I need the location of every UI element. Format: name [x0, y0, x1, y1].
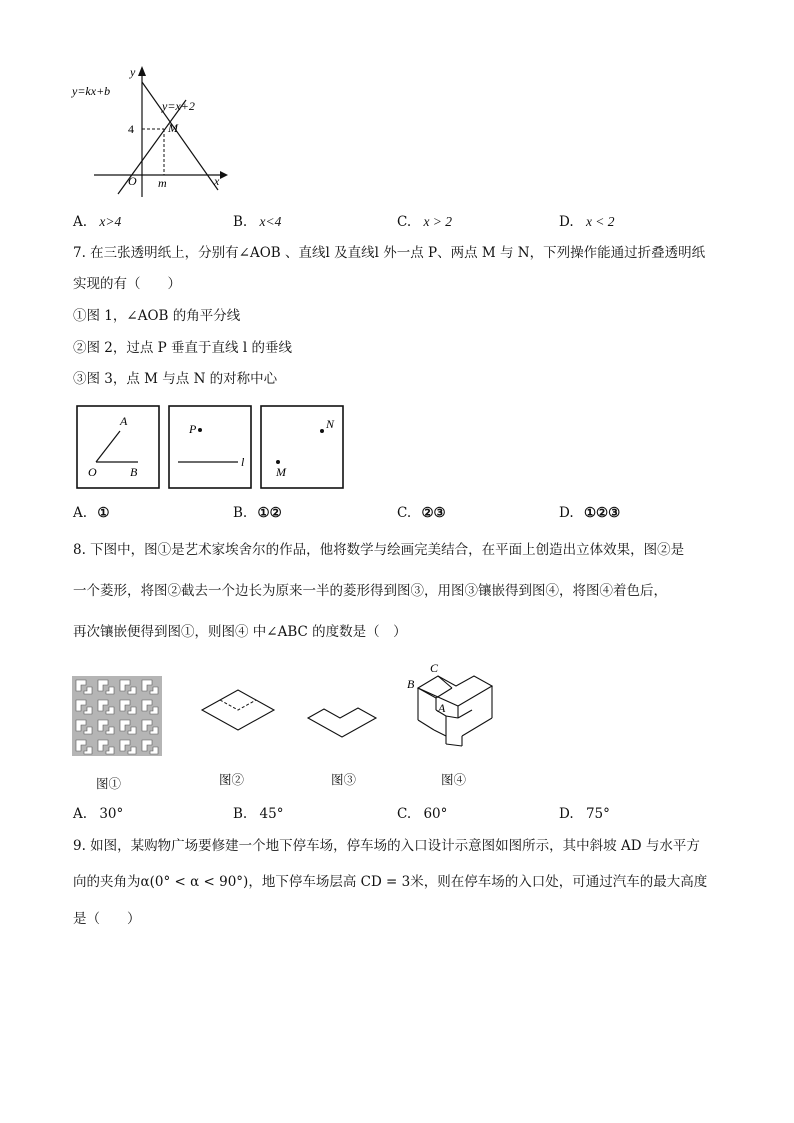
q8-option-d[interactable]	[559, 806, 610, 822]
q8-figure-2-rhombus	[198, 688, 278, 732]
q8-option-c-text: 60°	[423, 806, 448, 822]
q9-stem-line2: 向的夹角为α(0° < α < 90°)，地下停车场层高 CD = 3米，则在停车场的入口处，可通过汽车的最大高度	[73, 874, 708, 890]
q7-option-c-text: ②③	[421, 505, 446, 521]
q8-figure-3-cut-rhombus	[306, 700, 380, 740]
q7-option-d-letter: D.	[559, 505, 574, 521]
q7-option-c-letter: C.	[397, 505, 412, 521]
q7-figure-2	[168, 405, 252, 489]
q7-option-d-text: ①②③	[583, 505, 621, 521]
q7-figure-1	[76, 405, 160, 489]
q6-option-b-letter: B.	[233, 214, 248, 230]
label-A4: A	[438, 701, 446, 715]
q6-option-a-letter: A.	[73, 214, 88, 230]
x-axis-arrow	[220, 171, 228, 179]
q8-option-d-letter: D.	[559, 806, 574, 822]
label-m: m	[158, 176, 167, 190]
label-N: N	[326, 417, 335, 431]
q7-stem-line2: 实现的有（ ）	[73, 276, 181, 292]
q8-figure-1-escher-tessellation	[72, 676, 162, 756]
q9-stem-line1: 9. 如图，某购物广场要修建一个地下停车场，停车场的入口设计示意图如图所示，其中斜坡 AD 与水平方	[73, 838, 700, 854]
cut-rhombus-outline	[308, 708, 376, 737]
q8-option-c[interactable]	[397, 806, 447, 822]
q7-item-2: ②图 2，过点 P 垂直于直线 l 的垂线	[73, 340, 292, 356]
q7-option-b[interactable]	[233, 505, 282, 521]
label-y: y	[130, 65, 136, 79]
label-P: P	[189, 422, 197, 436]
q6-option-a-text: x>4	[99, 214, 122, 229]
label-origin: O	[128, 174, 137, 188]
q8-option-c-letter: C.	[397, 806, 412, 822]
caption-fig-2: 图②	[219, 772, 245, 787]
q8-stem-line2: 一个菱形，将图②截去一个边长为原来一半的菱形得到图③，用图③镶嵌得到图④，将图④着色后，	[73, 583, 667, 599]
label-4: 4	[128, 122, 134, 136]
q8-stem-line1: 8. 下图中，图①是艺术家埃舍尔的作品，他将数学与绘画完美结合，在平面上创造出立体效果，图②是	[73, 542, 685, 558]
q7-item-3: ③图 3，点 M 与点 N 的对称中心	[73, 371, 278, 387]
label-B: B	[130, 465, 138, 479]
y-axis-arrow	[138, 66, 146, 76]
q7-option-c[interactable]	[397, 505, 446, 521]
q6-option-c-letter: C.	[397, 214, 412, 230]
q7-option-d[interactable]	[559, 505, 620, 521]
ray-OA	[96, 431, 120, 462]
label-M3: M	[276, 465, 286, 479]
q6-option-b[interactable]	[233, 214, 281, 230]
q8-option-a-text: 30°	[99, 806, 124, 822]
q7-option-a[interactable]	[73, 505, 109, 521]
caption-fig-1: 图①	[96, 776, 122, 791]
label-B4: B	[407, 677, 415, 691]
label-line-kx-b: y=kx+b	[72, 84, 111, 98]
q8-stem-line3: 再次镶嵌便得到图①，则图④ 中∠ABC 的度数是（ ）	[73, 624, 407, 640]
point-P	[198, 428, 202, 432]
label-M: M	[168, 121, 178, 135]
label-line-x-2: y=x+2	[162, 99, 195, 113]
label-A: A	[120, 414, 128, 428]
point-M	[276, 460, 280, 464]
q8-option-b[interactable]	[233, 806, 283, 822]
q7-option-b-text: ①②	[257, 505, 282, 521]
q7-stem-line1: 7. 在三张透明纸上，分别有∠AOB 、直线l 及直线l 外一点 P、两点 M 与 N，下列操作能通过折叠透明纸	[73, 245, 706, 261]
caption-fig-4: 图④	[441, 772, 467, 787]
q7-option-b-letter: B.	[233, 505, 248, 521]
q8-option-a-letter: A.	[73, 806, 88, 822]
point-N	[320, 429, 324, 433]
label-x: x	[214, 174, 220, 188]
label-l: l	[241, 455, 245, 469]
q6-option-b-text: x<4	[259, 214, 282, 229]
q7-item-1: ①图 1，∠AOB 的角平分线	[73, 308, 241, 324]
rhombus-dashed-cut	[220, 700, 256, 710]
label-O: O	[88, 465, 97, 479]
q8-option-b-text: 45°	[259, 806, 284, 822]
q6-option-d-letter: D.	[559, 214, 574, 230]
q7-figure-3	[260, 405, 344, 489]
q7-option-a-letter: A.	[73, 505, 88, 521]
q6-option-c[interactable]	[397, 214, 452, 230]
q8-option-d-text: 75°	[585, 806, 610, 822]
q6-option-c-text: x > 2	[423, 214, 453, 229]
q7-figure-2-frame	[169, 406, 251, 488]
tessellation-fill	[72, 676, 162, 756]
label-C: C	[430, 661, 439, 675]
q6-option-d-text: x < 2	[585, 214, 615, 229]
q8-figure-4-solid	[400, 660, 496, 750]
q8-option-a[interactable]	[73, 806, 123, 822]
q8-option-b-letter: B.	[233, 806, 248, 822]
linear-functions-graph	[68, 62, 238, 202]
caption-fig-3: 图③	[331, 772, 357, 787]
q7-option-a-text: ①	[97, 505, 110, 521]
q9-stem-line3: 是（ ）	[73, 911, 141, 927]
q6-option-a[interactable]	[73, 214, 121, 230]
q6-option-d[interactable]	[559, 214, 615, 230]
